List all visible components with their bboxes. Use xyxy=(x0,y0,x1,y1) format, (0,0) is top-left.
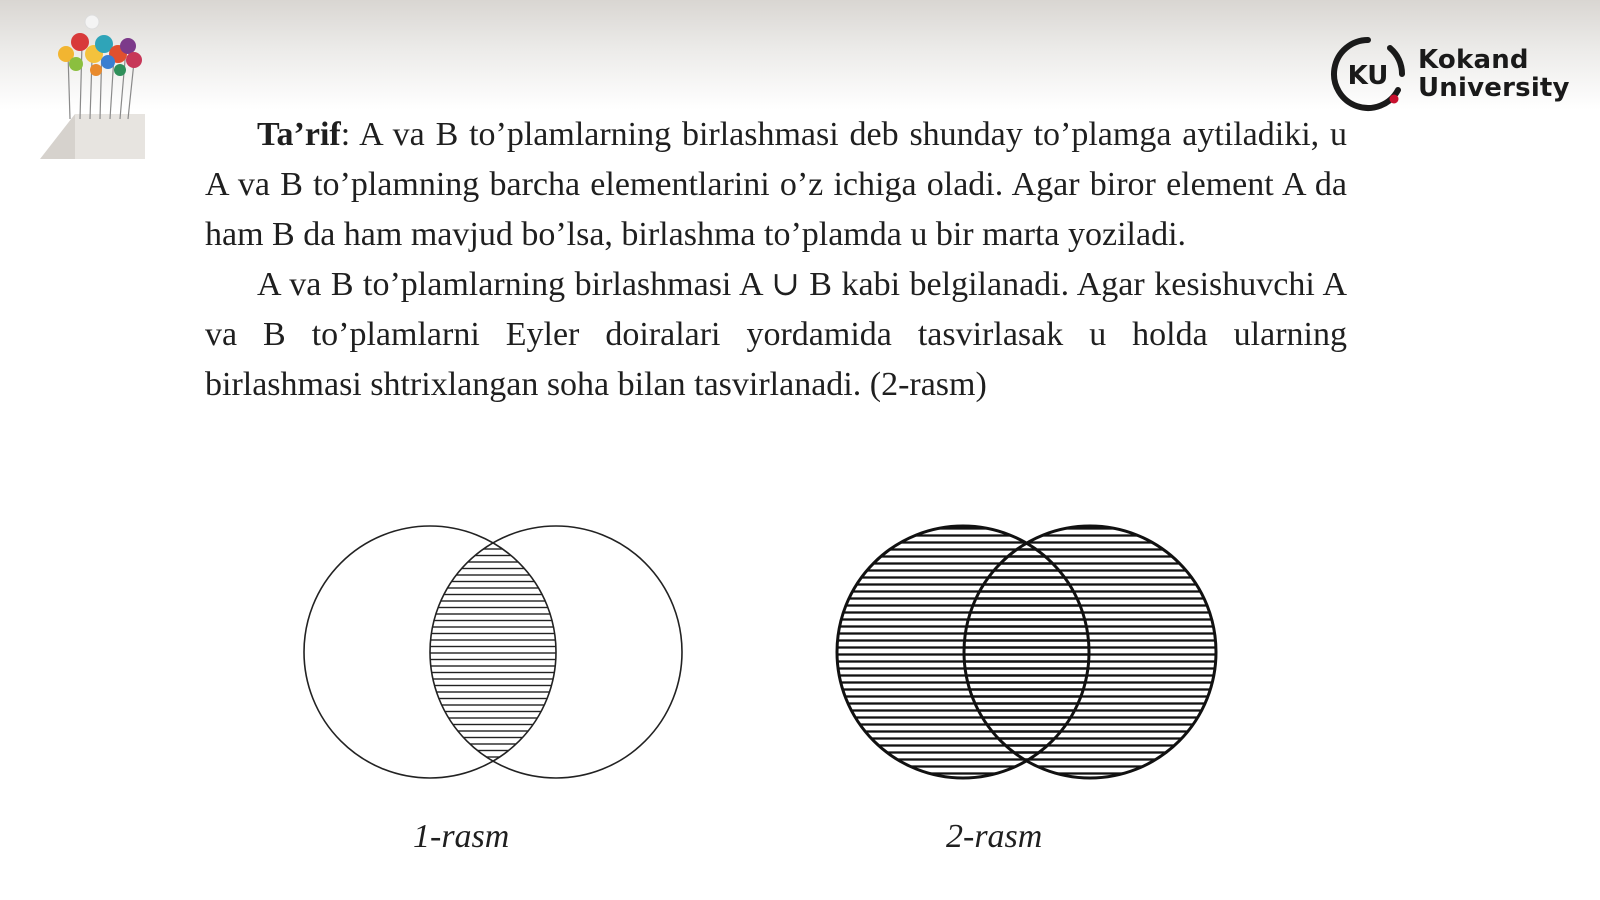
definition-term: Ta’rif xyxy=(257,116,341,153)
figure-1-caption: 1-rasm xyxy=(413,818,510,855)
venn-figure-2 xyxy=(837,526,1216,778)
union-paragraph: A va B to’plamlarning birlashmasi A ∪ B kabi belgilanadi. Agar kesishuvchi A va B to’plamlarni Eyler doiralari yordamida tasvirlasak u holda ularning birlashmasi shtrixlangan soha bilan tasvirlanadi. (2-rasm) xyxy=(205,266,1347,403)
logo-mark-text: KU xyxy=(1347,61,1389,91)
logo-line-1: Kokand xyxy=(1418,45,1529,75)
logo-line-2: University xyxy=(1418,73,1570,103)
definition-text: : A va B to’plamlarning birlashmasi deb shunday to’plamga aytiladiki, u A va B to’plamning barcha elementlarini o’z ichiga oladi. Agar biror element A da ham B da ham mavjud bo’lsa, birlashma to’plamda u bir marta yoziladi. xyxy=(205,116,1347,253)
figure-2-caption: 2-rasm xyxy=(946,818,1043,855)
venn-figure-1 xyxy=(304,526,682,778)
